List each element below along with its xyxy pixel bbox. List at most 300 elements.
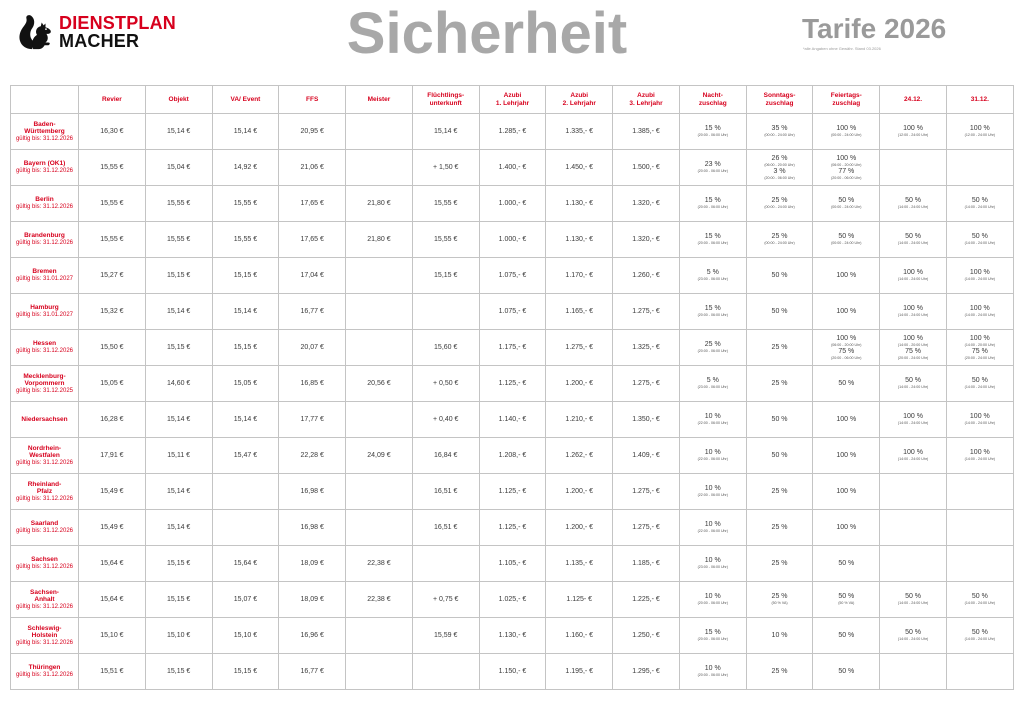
rate-entry bbox=[213, 236, 279, 244]
table-row bbox=[11, 186, 1014, 222]
time-range: (14:00 - 24:00 Uhr) bbox=[964, 205, 996, 210]
rate-value: 15,49 € bbox=[100, 523, 124, 531]
rate-value: 18,09 € bbox=[300, 559, 324, 567]
cell-objekt bbox=[145, 186, 212, 222]
rate-entry bbox=[413, 380, 479, 388]
cell-meister bbox=[346, 618, 413, 654]
rate-value: 15,05 € bbox=[100, 379, 124, 387]
rate-value: 15,14 € bbox=[166, 487, 191, 495]
rate-value: 1.275,- € bbox=[632, 487, 660, 495]
rate-value: 1.210,- € bbox=[565, 415, 594, 423]
cell-azubi-3 bbox=[613, 114, 680, 150]
rate-value: 16,84 € bbox=[434, 451, 458, 459]
time-range: (20:00 - 06:00 Uhr) bbox=[697, 133, 728, 138]
cell-objekt bbox=[145, 150, 212, 186]
column-header-nachtzuschlag bbox=[679, 86, 746, 114]
time-range: (14:00 - 24:00 Uhr) bbox=[897, 241, 929, 246]
rate-value: 16,85 € bbox=[300, 379, 324, 387]
time-range: (14:00 - 24:00 Uhr) bbox=[897, 457, 929, 462]
cell-objekt bbox=[145, 114, 212, 150]
rate-value: 15,64 € bbox=[100, 559, 124, 567]
rate-entry bbox=[279, 344, 345, 352]
rate-entry bbox=[947, 233, 1013, 246]
rate-value: 100 % bbox=[836, 451, 857, 459]
cell-azubi-2 bbox=[546, 474, 613, 510]
rate-value: + 0,50 € bbox=[432, 379, 459, 387]
cell-azubi-2 bbox=[546, 114, 613, 150]
rate-entry bbox=[747, 197, 813, 210]
cell-fluechtlingsunterkunft bbox=[412, 546, 479, 582]
rate-entry bbox=[613, 236, 679, 244]
cell-azubi-2 bbox=[546, 330, 613, 366]
cell-31-12 bbox=[946, 510, 1013, 546]
rate-value: 100 % bbox=[836, 523, 857, 531]
rate-entry bbox=[613, 632, 679, 640]
column-header-label: Feiertags- bbox=[830, 92, 862, 99]
cell-31-12 bbox=[946, 150, 1013, 186]
rate-value: 1.500,- € bbox=[632, 163, 660, 171]
cell-azubi-3 bbox=[613, 438, 680, 474]
cell-objekt bbox=[145, 546, 212, 582]
time-range: (20:00 - 06:00 Uhr) bbox=[831, 175, 862, 180]
cell-ffs bbox=[279, 582, 346, 618]
rate-entry bbox=[146, 380, 212, 388]
cell-azubi-2 bbox=[546, 402, 613, 438]
column-header-label: Nacht- bbox=[702, 92, 723, 99]
column-header-label: zuschlag bbox=[832, 99, 861, 107]
state-name: Rheinland- bbox=[27, 480, 62, 488]
rate-value: 17,91 € bbox=[100, 451, 124, 459]
cell-azubi-2 bbox=[546, 258, 613, 294]
column-header-label: Revier bbox=[101, 95, 122, 103]
rate-value: 15,14 € bbox=[166, 523, 191, 531]
cell-azubi-1 bbox=[479, 474, 546, 510]
rate-entry bbox=[947, 593, 1013, 606]
rate-entry bbox=[413, 128, 479, 136]
cell-revier bbox=[79, 510, 146, 546]
table-row bbox=[11, 114, 1014, 150]
cell-azubi-3 bbox=[613, 546, 680, 582]
rate-entry bbox=[146, 272, 212, 280]
rate-value: 1.165,- € bbox=[565, 307, 594, 315]
rate-entry bbox=[880, 348, 946, 361]
rate-entry bbox=[79, 236, 145, 244]
rate-entry bbox=[813, 524, 879, 532]
rate-value: 17,65 € bbox=[300, 235, 324, 243]
rate-value: 50 % bbox=[838, 379, 855, 387]
rate-value: 1.075,- € bbox=[498, 271, 527, 279]
rate-value: 50 % bbox=[838, 667, 855, 675]
rate-entry bbox=[680, 593, 746, 606]
cell-ffs bbox=[279, 546, 346, 582]
rate-entry bbox=[213, 200, 279, 208]
rate-value: 15,04 € bbox=[166, 163, 191, 171]
rate-entry bbox=[813, 416, 879, 424]
column-header-sonntagszuschlag bbox=[746, 86, 813, 114]
rate-value: 21,06 € bbox=[300, 163, 324, 171]
rate-value: 10 % bbox=[771, 631, 788, 639]
rate-entry bbox=[146, 200, 212, 208]
time-range: (14:00 - 24:00 Uhr) bbox=[964, 601, 996, 606]
rate-value: 15,55 € bbox=[166, 199, 191, 207]
state-name: Pfalz bbox=[36, 488, 53, 495]
cell-objekt bbox=[145, 474, 212, 510]
valid-until-date: gültig bis: 31.12.2026 bbox=[15, 671, 74, 678]
cell-azubi-1 bbox=[479, 618, 546, 654]
rate-value: 25 % bbox=[771, 379, 788, 387]
cell-azubi-3 bbox=[613, 258, 680, 294]
rate-value: 50 % bbox=[838, 197, 855, 205]
state-cell bbox=[11, 186, 79, 222]
rate-value: 10 % bbox=[704, 449, 721, 457]
cell-azubi-2 bbox=[546, 366, 613, 402]
cell-sonntagszuschlag bbox=[746, 222, 813, 258]
time-range: (20:00 - 06:00 Uhr) bbox=[697, 205, 728, 210]
cell-azubi-3 bbox=[613, 294, 680, 330]
cell-31-12 bbox=[946, 654, 1013, 690]
state-name: Schleswig- bbox=[27, 624, 62, 632]
rate-entry bbox=[480, 560, 546, 568]
rate-value: 3 % bbox=[773, 167, 786, 175]
rate-value: 77 % bbox=[838, 167, 855, 175]
cell-31-12 bbox=[946, 402, 1013, 438]
rate-entry bbox=[813, 593, 879, 606]
time-range: (14:00 - 24:00 Uhr) bbox=[964, 277, 996, 282]
rate-value: 1.125,- € bbox=[498, 523, 527, 531]
cell-azubi-1 bbox=[479, 366, 546, 402]
state-name: Thüringen bbox=[28, 664, 61, 672]
logo-text-bottom: MACHER bbox=[59, 31, 140, 51]
rate-entry bbox=[546, 164, 612, 172]
cell-azubi-3 bbox=[613, 222, 680, 258]
rate-entry bbox=[279, 452, 345, 460]
rate-value: 15,59 € bbox=[434, 631, 458, 639]
rate-entry bbox=[947, 335, 1013, 348]
time-range: (14:00 - 24:00 Uhr) bbox=[897, 313, 929, 318]
cell-va-event bbox=[212, 186, 279, 222]
cell-fluechtlingsunterkunft bbox=[412, 474, 479, 510]
cell-azubi-1 bbox=[479, 438, 546, 474]
cell-va-event bbox=[212, 222, 279, 258]
cell-feiertagszuschlag bbox=[813, 114, 880, 150]
rate-entry bbox=[613, 560, 679, 568]
cell-va-event bbox=[212, 510, 279, 546]
rate-value: 25 % bbox=[771, 593, 788, 601]
rate-entry bbox=[213, 128, 279, 136]
rate-value: 15,10 € bbox=[100, 631, 124, 639]
cell-31-12 bbox=[946, 114, 1013, 150]
rate-entry bbox=[480, 416, 546, 424]
rate-entry bbox=[146, 560, 212, 568]
rate-entry bbox=[413, 416, 479, 424]
cell-objekt bbox=[145, 258, 212, 294]
rate-value: 1.130,- € bbox=[498, 631, 527, 639]
rate-entry bbox=[880, 593, 946, 606]
rate-value: 1.262,- € bbox=[565, 451, 594, 459]
rate-value: 50 % bbox=[838, 233, 855, 241]
rate-value: 50 % bbox=[838, 593, 855, 601]
rate-value: 100 % bbox=[836, 487, 857, 495]
state-name: Saarland bbox=[30, 520, 59, 528]
time-range: (00:00 - 24:00 Uhr) bbox=[764, 133, 795, 138]
cell-sonntagszuschlag bbox=[746, 582, 813, 618]
column-header-state bbox=[11, 86, 79, 114]
rate-entry bbox=[546, 308, 612, 316]
cell-azubi-1 bbox=[479, 330, 546, 366]
rate-entry bbox=[546, 668, 612, 676]
cell-azubi-1 bbox=[479, 150, 546, 186]
rate-value: 1.160,- € bbox=[565, 631, 594, 639]
rate-value: 15,15 € bbox=[166, 667, 191, 675]
rate-value: 26 % bbox=[771, 154, 788, 162]
cell-nachtzuschlag bbox=[679, 258, 746, 294]
rate-entry bbox=[813, 380, 879, 388]
column-header-label: Flüchtlings- bbox=[427, 92, 465, 99]
state-cell bbox=[11, 618, 79, 654]
state-cell bbox=[11, 294, 79, 330]
rate-entry bbox=[346, 560, 412, 568]
cell-24-12 bbox=[880, 186, 947, 222]
rate-entry bbox=[413, 236, 479, 244]
cell-azubi-1 bbox=[479, 510, 546, 546]
cell-24-12 bbox=[880, 150, 947, 186]
rate-value: 1.135,- € bbox=[565, 559, 594, 567]
cell-sonntagszuschlag bbox=[746, 330, 813, 366]
time-range: (20:00 - 06:00 Uhr) bbox=[831, 355, 862, 360]
header-row bbox=[11, 86, 1014, 114]
column-header-label: 2. Lehrjahr bbox=[562, 99, 596, 107]
valid-until-date: gültig bis: 31.12.2026 bbox=[15, 563, 74, 570]
cell-va-event bbox=[212, 474, 279, 510]
cell-31-12 bbox=[946, 186, 1013, 222]
rate-entry bbox=[279, 632, 345, 640]
rate-value: 10 % bbox=[704, 485, 721, 493]
cell-va-event bbox=[212, 402, 279, 438]
cell-meister bbox=[346, 546, 413, 582]
column-header-meister bbox=[346, 86, 413, 114]
time-range: (20:00 - 06:00 Uhr) bbox=[697, 637, 728, 642]
rate-value: 100 % bbox=[903, 269, 923, 277]
state-cell bbox=[11, 366, 79, 402]
rate-value: 1.185,- € bbox=[632, 559, 660, 567]
cell-revier bbox=[79, 474, 146, 510]
rate-entry bbox=[79, 452, 145, 460]
cell-31-12 bbox=[946, 618, 1013, 654]
column-header-label: Sonntags- bbox=[763, 92, 796, 99]
rate-value: 100 % bbox=[969, 305, 990, 313]
rate-entry bbox=[747, 155, 813, 168]
rate-entry bbox=[279, 668, 345, 676]
cell-31-12 bbox=[946, 366, 1013, 402]
rate-entry bbox=[680, 305, 746, 318]
column-header-revier bbox=[79, 86, 146, 114]
rate-entry bbox=[213, 380, 279, 388]
state-name: Nordrhein- bbox=[27, 444, 62, 452]
cell-azubi-2 bbox=[546, 654, 613, 690]
rate-value: 15,55 € bbox=[100, 235, 124, 243]
time-range: (14:00 - 24:00 Uhr) bbox=[897, 277, 929, 282]
time-range: (00:00 - 24:00 Uhr) bbox=[831, 205, 862, 210]
time-range: (12:00 - 24:00 Uhr) bbox=[897, 133, 929, 138]
rate-entry bbox=[813, 233, 879, 246]
rate-value: 1.105,- € bbox=[498, 559, 527, 567]
cell-feiertagszuschlag bbox=[813, 654, 880, 690]
rate-entry bbox=[146, 308, 212, 316]
rate-entry bbox=[747, 168, 813, 181]
rate-entry bbox=[747, 593, 813, 606]
cell-azubi-2 bbox=[546, 582, 613, 618]
cell-feiertagszuschlag bbox=[813, 258, 880, 294]
state-name: Mecklenburg- bbox=[23, 372, 66, 380]
cell-ffs bbox=[279, 474, 346, 510]
rate-entry bbox=[79, 668, 145, 676]
cell-31-12 bbox=[946, 294, 1013, 330]
rate-value: 50 % bbox=[905, 593, 922, 601]
rate-value: 15,49 € bbox=[100, 487, 124, 495]
rate-value: 16,98 € bbox=[300, 487, 324, 495]
time-range: (14:00 - 24:00 Uhr) bbox=[897, 637, 929, 642]
cell-sonntagszuschlag bbox=[746, 438, 813, 474]
rate-value: 100 % bbox=[969, 449, 990, 457]
rate-value: 15,32 € bbox=[100, 307, 124, 315]
rate-entry bbox=[813, 197, 879, 210]
rate-value: 1.275,- € bbox=[632, 379, 660, 387]
rate-entry bbox=[346, 380, 412, 388]
rate-entry bbox=[947, 377, 1013, 390]
cell-meister bbox=[346, 366, 413, 402]
time-range: (14:00 - 24:00 Uhr) bbox=[897, 421, 929, 426]
rate-entry bbox=[880, 413, 946, 426]
rate-entry bbox=[413, 164, 479, 172]
rate-entry bbox=[480, 380, 546, 388]
cell-nachtzuschlag bbox=[679, 150, 746, 186]
rate-entry bbox=[680, 629, 746, 642]
cell-nachtzuschlag bbox=[679, 114, 746, 150]
rate-entry bbox=[346, 200, 412, 208]
rate-value: 50 % bbox=[905, 629, 922, 637]
rate-value: 17,77 € bbox=[300, 415, 324, 423]
cell-feiertagszuschlag bbox=[813, 438, 880, 474]
cell-azubi-1 bbox=[479, 654, 546, 690]
cell-azubi-3 bbox=[613, 366, 680, 402]
state-cell bbox=[11, 330, 79, 366]
rate-value: 16,77 € bbox=[300, 667, 324, 675]
logo-text-top: DIENSTPLAN bbox=[59, 13, 177, 33]
rate-value: 15,55 € bbox=[233, 199, 258, 207]
cell-fluechtlingsunterkunft bbox=[412, 654, 479, 690]
column-header-31-12 bbox=[946, 86, 1013, 114]
rate-entry bbox=[813, 308, 879, 316]
rate-value: 1.285,- € bbox=[498, 127, 527, 135]
time-range: (14:00 - 24:00 Uhr) bbox=[964, 313, 996, 318]
rate-entry bbox=[546, 200, 612, 208]
rate-value: 100 % bbox=[903, 305, 923, 313]
state-name: Anhalt bbox=[34, 596, 55, 603]
rate-value: 25 % bbox=[771, 233, 788, 241]
valid-until-date: gültig bis: 31.12.2026 bbox=[15, 239, 74, 246]
cell-fluechtlingsunterkunft bbox=[412, 222, 479, 258]
cell-meister bbox=[346, 222, 413, 258]
rate-value: 15,55 € bbox=[166, 235, 191, 243]
valid-until-date: gültig bis: 31.12.2025 bbox=[15, 387, 74, 394]
rate-entry bbox=[413, 452, 479, 460]
cell-revier bbox=[79, 294, 146, 330]
cell-sonntagszuschlag bbox=[746, 510, 813, 546]
rate-value: 50 % bbox=[771, 271, 788, 279]
rate-entry bbox=[546, 632, 612, 640]
rate-value: 1.450,- € bbox=[565, 163, 594, 171]
cell-meister bbox=[346, 474, 413, 510]
time-range: (14:00 - 20:00 Uhr) bbox=[897, 342, 929, 347]
cell-meister bbox=[346, 330, 413, 366]
time-range: (14:00 - 24:00 Uhr) bbox=[964, 385, 996, 390]
cell-va-event bbox=[212, 150, 279, 186]
state-name: Berlin bbox=[35, 196, 54, 204]
rate-entry bbox=[279, 128, 345, 136]
rate-value: 10 % bbox=[704, 413, 721, 421]
cell-feiertagszuschlag bbox=[813, 150, 880, 186]
rate-value: 1.275,- € bbox=[565, 343, 594, 351]
rate-entry bbox=[480, 272, 546, 280]
cell-objekt bbox=[145, 222, 212, 258]
rate-entry bbox=[813, 335, 879, 348]
table-row bbox=[11, 150, 1014, 186]
rate-entry bbox=[79, 272, 145, 280]
cell-sonntagszuschlag bbox=[746, 294, 813, 330]
rate-value: 15,14 € bbox=[434, 127, 458, 135]
rate-entry bbox=[79, 200, 145, 208]
time-range: (50 % VA) bbox=[771, 601, 788, 606]
rate-value: 15,50 € bbox=[100, 343, 124, 351]
cell-va-event bbox=[212, 582, 279, 618]
state-cell bbox=[11, 258, 79, 294]
cell-nachtzuschlag bbox=[679, 366, 746, 402]
rate-value: 15,10 € bbox=[166, 631, 191, 639]
column-header-va-event bbox=[212, 86, 279, 114]
rate-entry bbox=[880, 125, 946, 138]
cell-nachtzuschlag bbox=[679, 438, 746, 474]
rate-entry bbox=[413, 596, 479, 604]
state-name: Brandenburg bbox=[24, 232, 65, 240]
cell-fluechtlingsunterkunft bbox=[412, 150, 479, 186]
cell-fluechtlingsunterkunft bbox=[412, 186, 479, 222]
time-range: (00:00 - 24:00 Uhr) bbox=[831, 241, 862, 246]
rate-value: 1.400,- € bbox=[498, 163, 527, 171]
cell-azubi-3 bbox=[613, 510, 680, 546]
cell-24-12 bbox=[880, 582, 947, 618]
time-range: (22:00 - 06:00 Uhr) bbox=[697, 493, 728, 498]
rate-entry bbox=[813, 560, 879, 568]
rate-entry bbox=[279, 596, 345, 604]
rate-value: 1.385,- € bbox=[632, 127, 660, 135]
rate-value: 16,30 € bbox=[100, 127, 124, 135]
rate-entry bbox=[613, 380, 679, 388]
table-row bbox=[11, 366, 1014, 402]
time-range: (00:00 - 24:00 Uhr) bbox=[764, 205, 795, 210]
rate-value: 50 % bbox=[971, 197, 988, 205]
rate-value: 21,80 € bbox=[367, 235, 391, 243]
rate-value: 1.275,- € bbox=[632, 523, 660, 531]
rate-entry bbox=[146, 164, 212, 172]
time-range: (14:00 - 24:00 Uhr) bbox=[897, 205, 929, 210]
cell-azubi-3 bbox=[613, 618, 680, 654]
cell-revier bbox=[79, 438, 146, 474]
rate-entry bbox=[480, 668, 546, 676]
cell-fluechtlingsunterkunft bbox=[412, 366, 479, 402]
state-cell bbox=[11, 510, 79, 546]
cell-fluechtlingsunterkunft bbox=[412, 438, 479, 474]
rate-entry bbox=[213, 560, 279, 568]
